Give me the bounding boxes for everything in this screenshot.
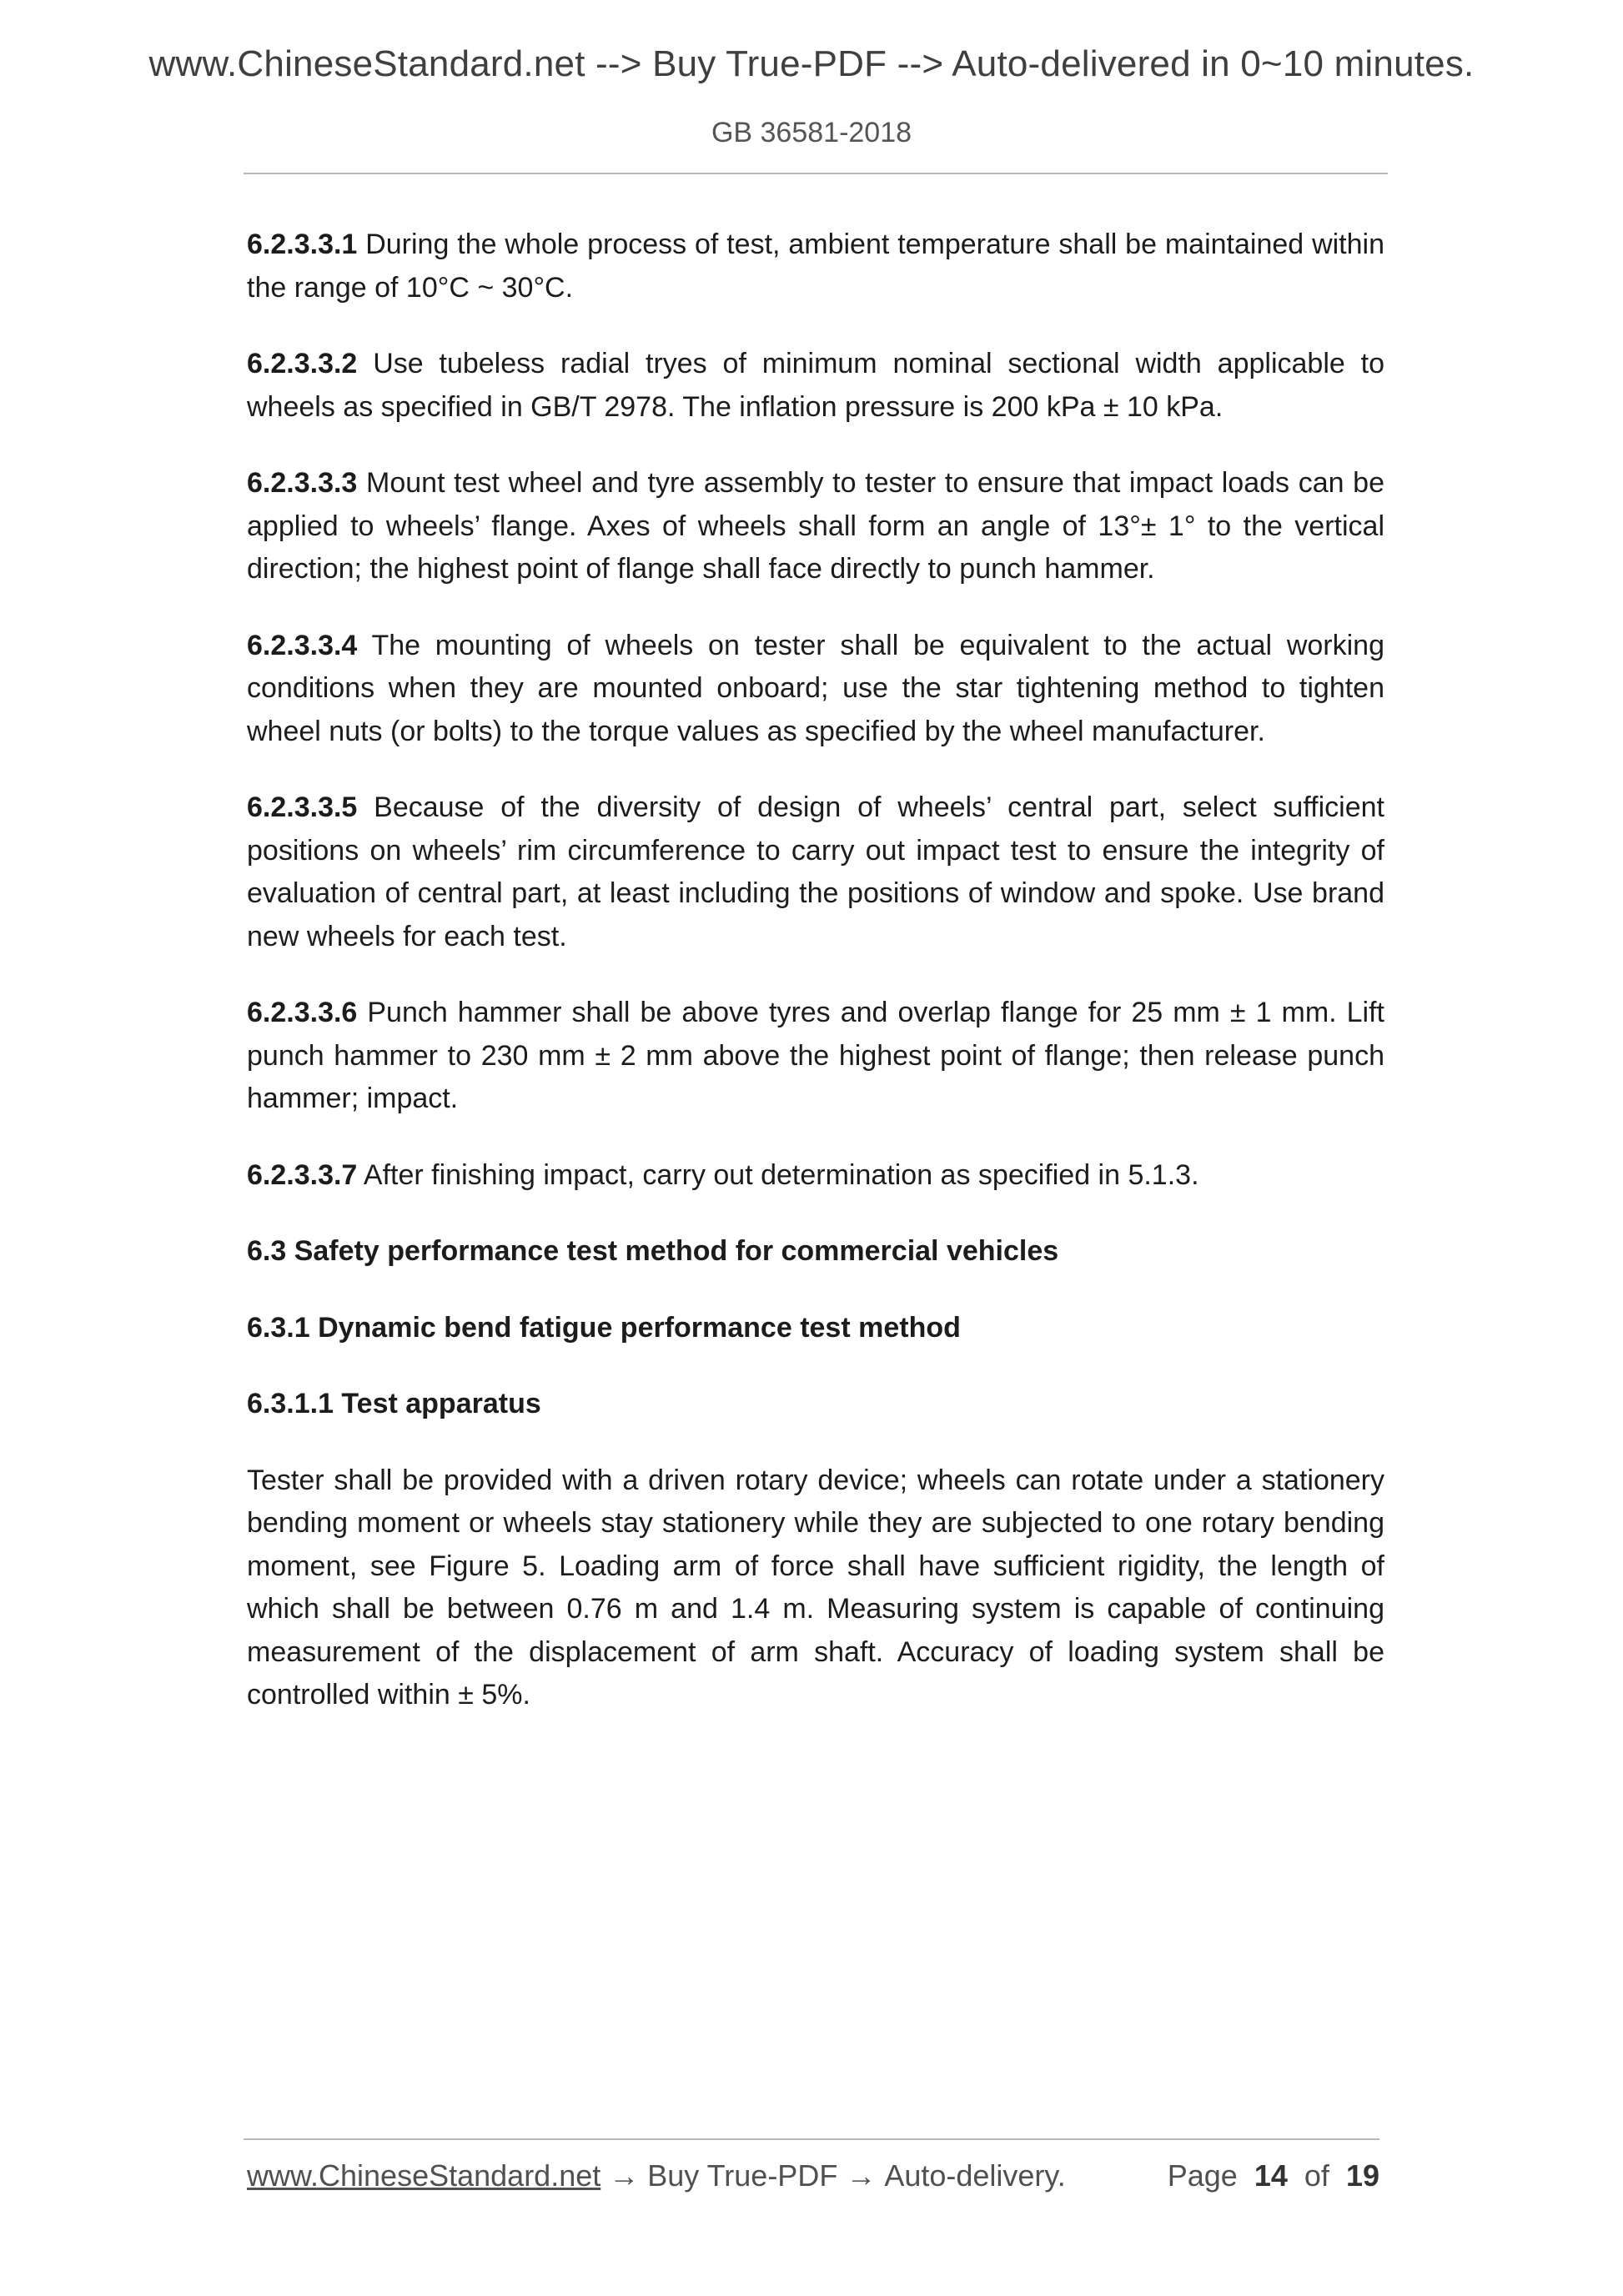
- clause-text: Use tubeless radial tryes of minimum nominal sectional width applicable to wheels as specified in GB/T 2978. The inflation pressure is 200 kPa ± 10 kPa.: [247, 348, 1384, 423]
- page-total: 19: [1345, 2158, 1379, 2193]
- footer-delivery-text: Auto-delivery.: [884, 2158, 1066, 2193]
- clause-6-2-3-3-2: [247, 343, 1384, 429]
- clause-text: Because of the diversity of design of wheels’ central part, select sufficient positions on wheels’ rim circumference to carry out impact test to ensure the integrity of evaluation of central part, at least including the positions of window and spoke. Use brand new wheels for each test.: [247, 791, 1384, 952]
- clause-6-2-3-3-7: [247, 1154, 1384, 1198]
- clause-number: 6.2.3.3.7: [247, 1158, 358, 1191]
- footer-buy-text: Buy True-PDF: [647, 2158, 838, 2193]
- page-current: 14: [1254, 2158, 1288, 2193]
- clause-number: 6.2.3.3.2: [247, 348, 358, 379]
- clause-6-2-3-3-5: [247, 786, 1384, 958]
- standard-code: GB 36581-2018: [711, 117, 912, 148]
- document-body: [247, 224, 1384, 1751]
- page-indicator: [1168, 2158, 1379, 2193]
- banner-text: www.ChineseStandard.net --> Buy True-PDF --> Auto-delivered in 0~10 minutes.: [148, 43, 1475, 84]
- clause-text: Punch hammer shall be above tyres and overlap flange for 25 mm ± 1 mm. Lift punch hammer to 230 mm ± 2 mm above the highest point of flange; then release punch hammer; impact.: [247, 997, 1384, 1114]
- arrow-right-icon: →: [609, 2158, 640, 2193]
- footer-left: [247, 2158, 1066, 2193]
- arrow-right-icon: →: [846, 2158, 877, 2193]
- page-footer: [247, 2158, 1379, 2193]
- test-apparatus-paragraph: Tester shall be provided with a driven rotary device; wheels can rotate under a stationery bending moment or wheels stay stationery while they are subjected to one rotary bending moment, see Figure 5. Loading arm of force shall have sufficient rigidity, the length of which shall be between 0.76 m and 1.4 m. Measuring system is capable of continuing measurement of the displacement of arm shaft. Accuracy of loading system shall be controlled within ± 5%.: [247, 1464, 1384, 1711]
- clause-number: 6.2.3.3.5: [247, 791, 358, 823]
- clause-number: 6.2.3.3.1: [247, 229, 358, 260]
- clause-text: During the whole process of test, ambient temperature shall be maintained within the range of 10°C ~ 30°C.: [247, 229, 1384, 304]
- clause-6-2-3-3-3: [247, 462, 1384, 591]
- clause-number: 6.2.3.3.4: [247, 629, 358, 661]
- clause-text: Mount test wheel and tyre assembly to tester to ensure that impact loads can be applied to wheels’ flange. Axes of wheels shall form an angle of 13°± 1° to the vertical direction; the highest point of flange shall face directly to punch hammer.: [247, 467, 1384, 585]
- clause-text: After finishing impact, carry out determination as specified in 5.1.3.: [357, 1158, 1199, 1191]
- clause-6-2-3-3-1: [247, 224, 1384, 309]
- header-divider: [244, 173, 1388, 174]
- footer-site-link[interactable]: www.ChineseStandard.net: [247, 2158, 601, 2193]
- clause-number: 6.2.3.3.3: [247, 467, 358, 499]
- section-heading-6-3-1-1: 6.3.1.1 Test apparatus: [247, 1388, 541, 1419]
- clause-text: The mounting of wheels on tester shall be equivalent to the actual working conditions when they are mounted onboard; use the star tightening method to tighten wheel nuts (or bolts) to the torque values as specified by the wheel manufacturer.: [247, 629, 1384, 747]
- page-of-label: of: [1304, 2158, 1329, 2193]
- footer-divider: [244, 2138, 1379, 2140]
- section-heading-6-3: 6.3 Safety performance test method for commercial vehicles: [247, 1235, 1059, 1267]
- clause-6-2-3-3-4: [247, 625, 1384, 754]
- section-heading-6-3-1: 6.3.1 Dynamic bend fatigue performance test method: [247, 1311, 961, 1344]
- clause-number: 6.2.3.3.6: [247, 997, 358, 1028]
- clause-6-2-3-3-6: [247, 992, 1384, 1121]
- page-label: Page: [1167, 2158, 1238, 2193]
